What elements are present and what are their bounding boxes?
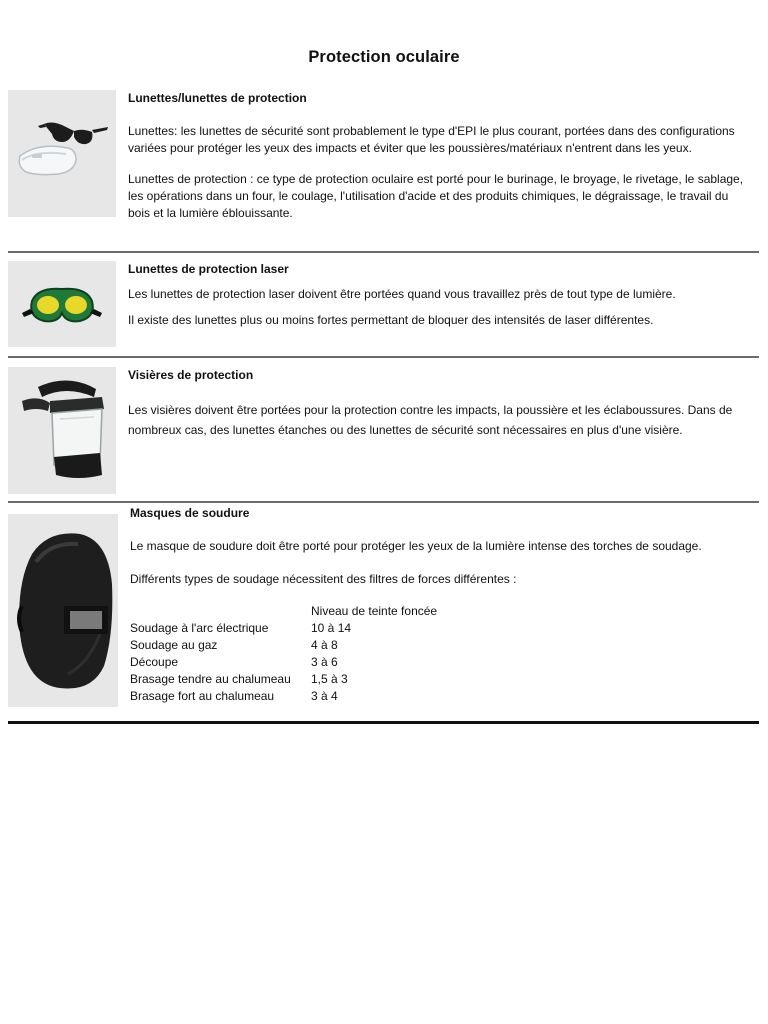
- section-content: [128, 367, 748, 440]
- face-shield-image: [8, 367, 116, 494]
- table-cell-process: Brasage fort au chalumeau: [130, 689, 275, 703]
- safety-glasses-image: [8, 90, 116, 217]
- laser-goggles-image: [8, 261, 116, 347]
- section-heading: Masques de soudure: [130, 506, 250, 520]
- table-row: [130, 688, 437, 705]
- section-divider: [8, 356, 759, 358]
- table-row: [130, 671, 437, 688]
- section-laser-goggles: [8, 261, 759, 351]
- section-content: [128, 261, 748, 329]
- table-cell-shade: 10 à 14: [311, 621, 352, 635]
- table-cell-process: Soudage à l'arc électrique: [130, 621, 269, 635]
- section-divider: [8, 251, 759, 253]
- face-shield-icon: [8, 367, 116, 494]
- welding-helmet-icon: [8, 514, 118, 707]
- section-heading: Lunettes/lunettes de protection: [128, 91, 307, 105]
- table-header-cell: Niveau de teinte foncée: [311, 604, 438, 618]
- paragraph: Il existe des lunettes plus ou moins fortes permettant de bloquer des intensités de laser différentes.: [128, 313, 654, 327]
- paragraph: Le masque de soudure doit être porté pour protéger les yeux de la lumière intense des torches de soudage.: [130, 539, 702, 553]
- table-row: [130, 654, 437, 671]
- paragraph: Les lunettes de protection laser doivent être portées quand vous travaillez près de tout type de lumière.: [128, 287, 676, 301]
- section-safety-glasses: [8, 90, 759, 250]
- section-face-shield: [8, 367, 759, 497]
- section-content: [128, 90, 748, 222]
- section-welding-masks: [8, 505, 759, 717]
- section-divider: [8, 501, 759, 503]
- table-row: [130, 637, 437, 654]
- table-cell-shade: 1,5 à 3: [311, 672, 348, 686]
- paragraph: Lunettes: les lunettes de sécurité sont probablement le type d'EPI le plus courant, portées dans des configurations variées pour protéger les yeux des impacts et éviter que les poussières/matériaux n'entrent dans les yeux.: [128, 124, 735, 155]
- page-title: Protection oculaire: [308, 48, 460, 66]
- welding-helmet-image: [8, 514, 118, 707]
- shade-level-table: [130, 603, 437, 705]
- table-cell-process: Découpe: [130, 655, 179, 669]
- section-heading: Visières de protection: [128, 368, 254, 382]
- paragraph: Lunettes de protection : ce type de protection oculaire est porté pour le burinage, le broyage, le rivetage, le sablage, les opérations dans un four, le coulage, l'utilisation d'acide et des produits chimiques, le dégraissage, le travail du bois et la lumière éblouissante.: [128, 172, 744, 220]
- table-cell-process: Brasage tendre au chalumeau: [130, 672, 291, 686]
- table-row: [130, 620, 437, 637]
- table-cell-process: Soudage au gaz: [130, 638, 218, 652]
- section-content: [130, 505, 750, 705]
- table-header-row: [130, 603, 437, 620]
- laser-goggles-icon: [8, 261, 116, 347]
- paragraph: Différents types de soudage nécessitent des filtres de forces différentes :: [130, 572, 517, 586]
- section-divider: [8, 721, 759, 724]
- table-cell-shade: 4 à 8: [311, 638, 338, 652]
- table-cell-shade: 3 à 6: [311, 655, 338, 669]
- table-cell-shade: 3 à 4: [311, 689, 338, 703]
- paragraph: Les visières doivent être portées pour la protection contre les impacts, la poussière et les éclaboussures. Dans de nombreux cas, des lunettes étanches ou des lunettes de sécurité sont nécessaires en plus d'une visière.: [128, 403, 733, 437]
- section-heading: Lunettes de protection laser: [128, 262, 289, 276]
- table-header-cell: [130, 603, 311, 620]
- safety-glasses-icon: [8, 90, 116, 217]
